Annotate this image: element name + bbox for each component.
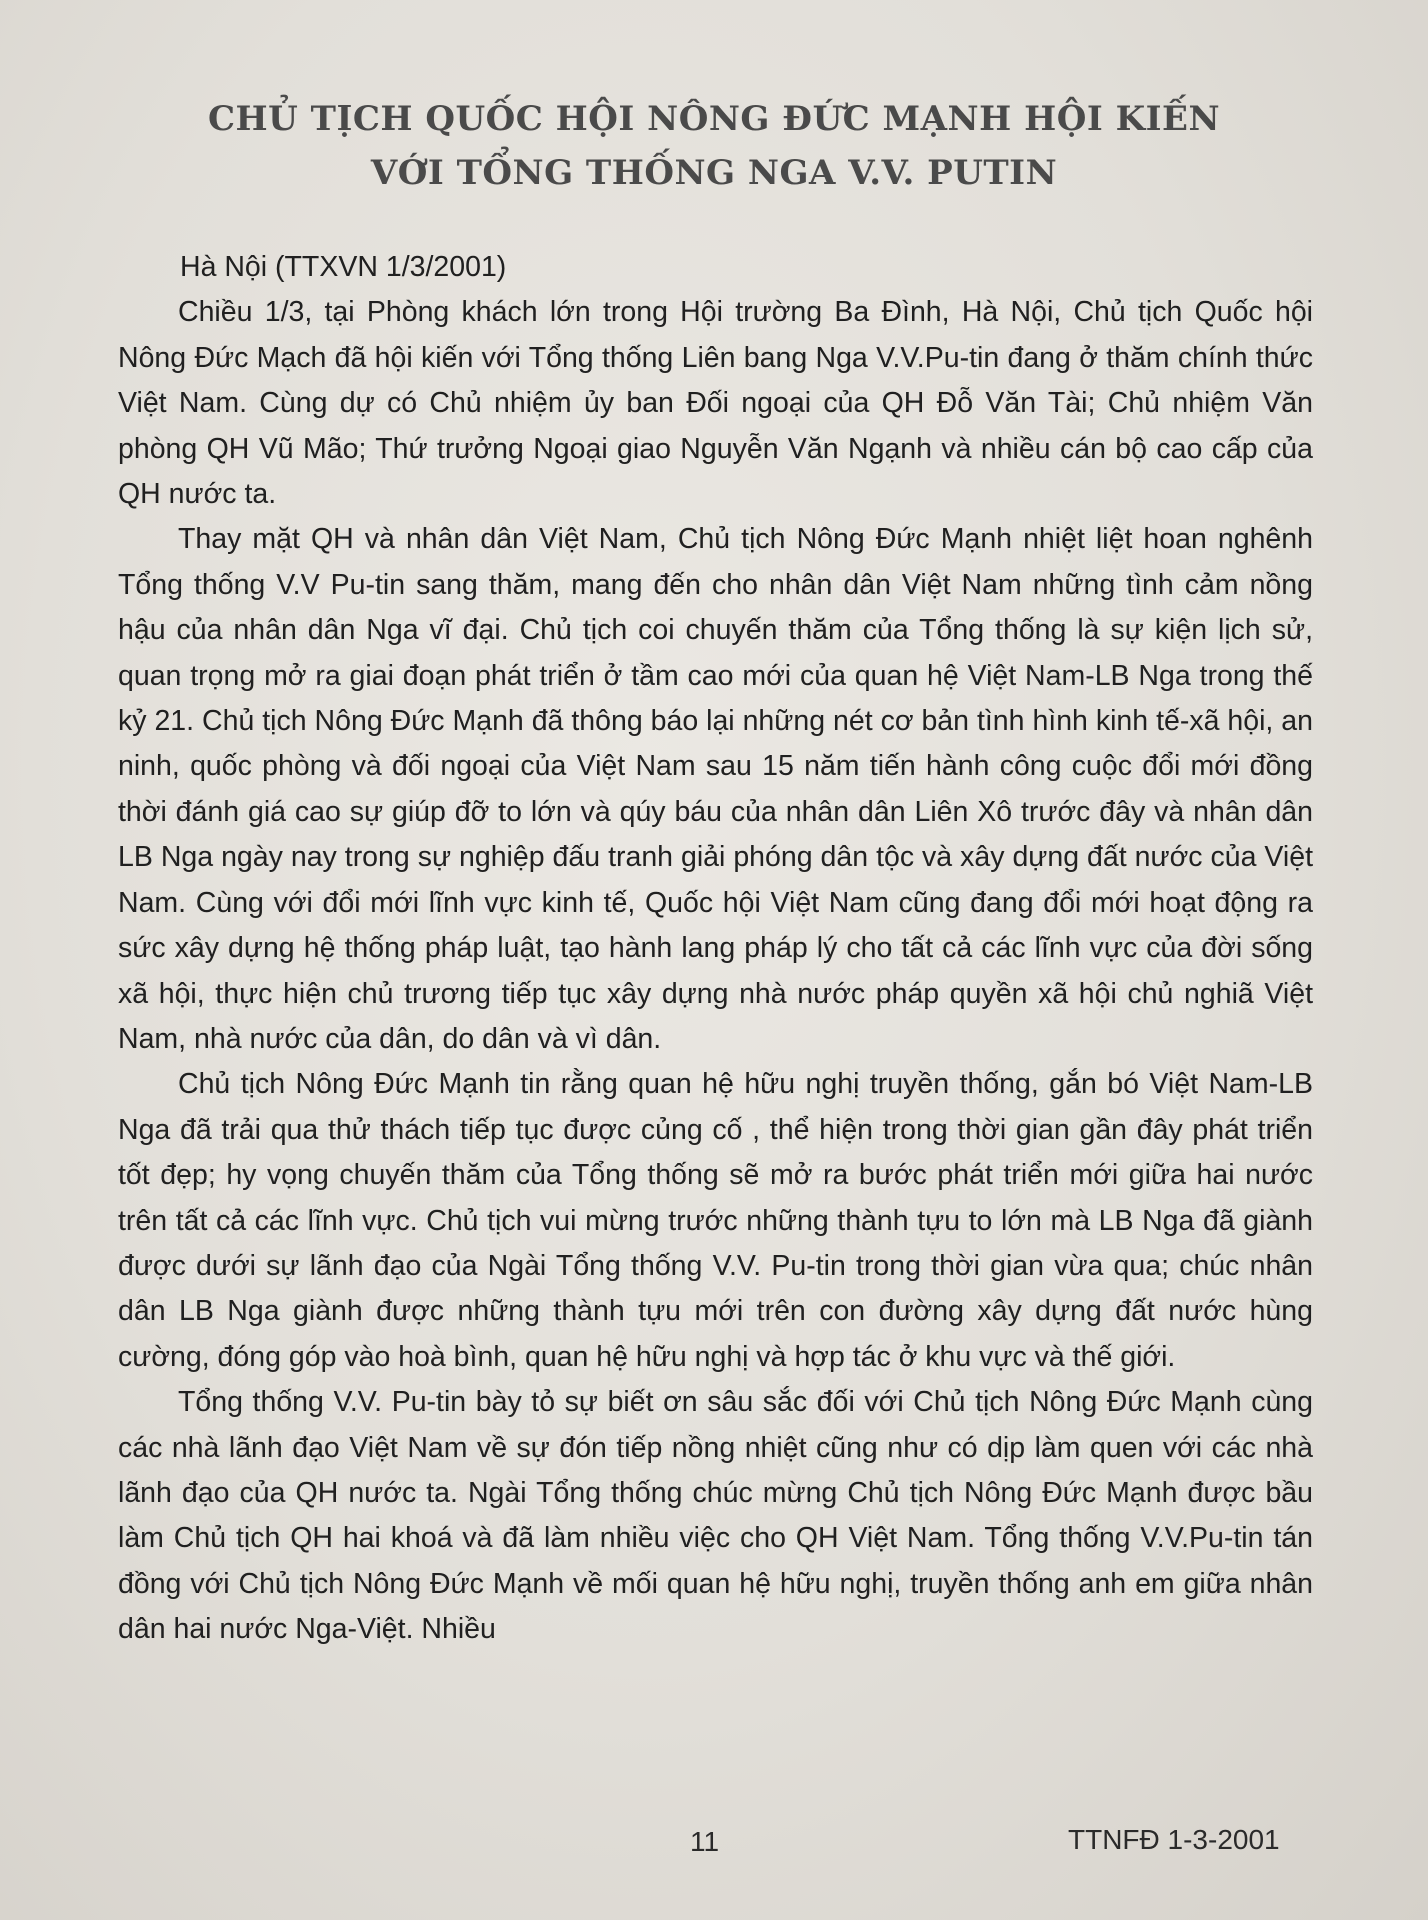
document-body <box>118 245 1313 1653</box>
page-number: 11 <box>690 1826 720 1857</box>
footer-code: TTNFĐ 1-3-2001 <box>1068 1824 1280 1855</box>
dateline: Hà Nội (TTXVN 1/3/2001) <box>180 251 507 283</box>
paragraph-2: Thay mặt QH và nhân dân Việt Nam, Chủ tịch Nông Đức Mạnh nhiệt liệt hoan nghênh Tổng thống V.V Pu-tin sang thăm, mang đến cho nhân dân Việt Nam những tình cảm nồng hậu của nhân dân Nga vĩ đại. Chủ tịch coi chuyến thăm của Tổng thống là sự kiện lịch sử, quan trọng mở ra giai đoạn phát triển ở tầm cao mới của quan hệ Việt Nam-LB Nga trong thế kỷ 21. Chủ tịch Nông Đức Mạnh đã thông báo lại những nét cơ bản tình hình kinh tế-xã hội, an ninh, quốc phòng và đối ngoại của Việt Nam sau 15 năm tiến hành công cuộc đổi mới đồng thời đánh giá cao sự giúp đỡ to lớn và qúy báu của nhân dân Liên Xô trước đây và nhân dân LB Nga ngày nay trong sự nghiệp đấu tranh giải phóng dân tộc và xây dựng đất nước của Việt Nam. Cùng với đổi mới lĩnh vực kinh tế, Quốc hội Việt Nam cũng đang đổi mới hoạt động ra sức xây dựng hệ thống pháp luật, tạo hành lang pháp lý cho tất cả các lĩnh vực của đời sống xã hội, thực hiện chủ trương tiếp tục xây dựng nhà nước pháp quyền xã hội chủ nghiã Việt Nam, nhà nước của dân, do dân và vì dân. <box>118 523 1313 1055</box>
paragraph-3: Chủ tịch Nông Đức Mạnh tin rằng quan hệ hữu nghị truyền thống, gắn bó Việt Nam-LB Nga đã trải qua thử thách tiếp tục được củng cố , thể hiện trong thời gian gần đây phát triển tốt đẹp; hy vọng chuyến thăm của Tổng thống sẽ mở ra bước phát triển mới giữa hai nước trên tất cả các lĩnh vực. Chủ tịch vui mừng trước những thành tựu to lớn mà LB Nga đã giành được dưới sự lãnh đạo của Ngài Tổng thống V.V. Pu-tin trong thời gian vừa qua; chúc nhân dân LB Nga giành được những thành tựu mới trên con đường xây dựng đất nước hùng cường, đóng góp vào hoà bình, quan hệ hữu nghị và hợp tác ở khu vực và thế giới. <box>118 1068 1313 1373</box>
paragraph-4: Tổng thống V.V. Pu-tin bày tỏ sự biết ơn sâu sắc đối với Chủ tịch Nông Đức Mạnh cùng các nhà lãnh đạo Việt Nam về sự đón tiếp nồng nhiệt cũng như có dịp làm quen với các nhà lãnh đạo của QH nước ta. Ngài Tổng thống chúc mừng Chủ tịch Nông Đức Mạnh được bầu làm Chủ tịch QH hai khoá và đã làm nhiều việc cho QH Việt Nam. Tổng thống V.V.Pu-tin tán đồng với Chủ tịch Nông Đức Mạnh về mối quan hệ hữu nghị, truyền thống anh em giữa nhân dân hai nước Nga-Việt. Nhiều <box>118 1386 1313 1646</box>
title-line-2: VỚI TỔNG THỐNG NGA V.V. PUTIN <box>370 153 1058 193</box>
document-title <box>150 92 1278 200</box>
title-line-1: CHỦ TỊCH QUỐC HỘI NÔNG ĐỨC MẠNH HỘI KIẾN <box>207 99 1221 139</box>
paragraph-1: Chiều 1/3, tại Phòng khách lớn trong Hội trường Ba Đình, Hà Nội, Chủ tịch Quốc hội Nông Đức Mạch đã hội kiến với Tổng thống Liên bang Nga V.V.Pu-tin đang ở thăm chính thức Việt Nam. Cùng dự có Chủ nhiệm ủy ban Đối ngoại của QH Đỗ Văn Tài; Chủ nhiệm Văn phòng QH Vũ Mão; Thứ trưởng Ngoại giao Nguyễn Văn Ngạnh và nhiều cán bộ cao cấp của QH nước ta. <box>118 296 1313 511</box>
